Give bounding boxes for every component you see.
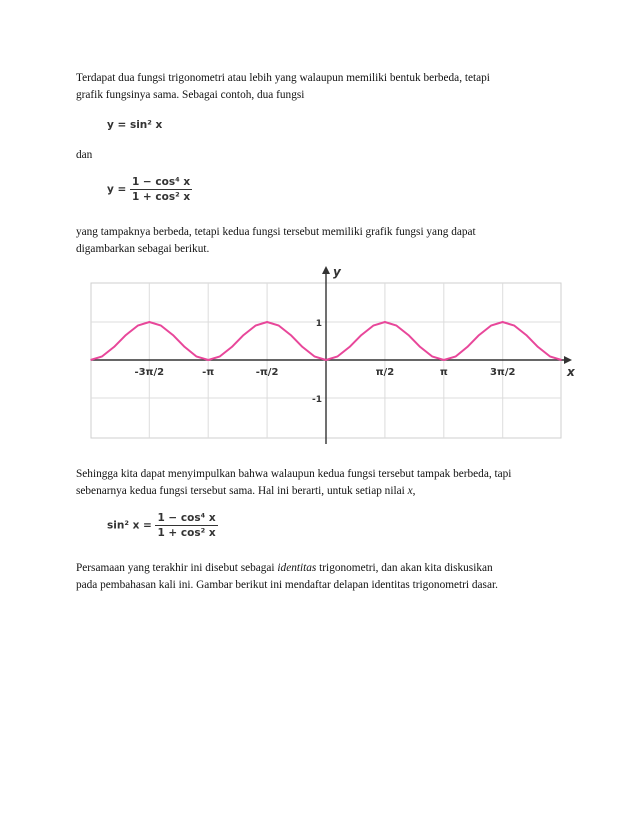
fraction-denominator: 1 + cos² x xyxy=(157,527,216,539)
x-tick-label: π xyxy=(439,367,448,378)
equation-y-sin2x xyxy=(107,119,162,131)
fraction xyxy=(155,512,217,539)
intro-line-2: grafik fungsinya sama. Sebagai contoh, dua fungsi xyxy=(76,89,305,101)
equation-lhs: sin² x = xyxy=(107,519,152,532)
final-line-1-pre: Persamaan yang terakhir ini disebut sebagai xyxy=(76,562,278,574)
y-tick-label: -1 xyxy=(312,395,322,405)
concl-line-1: Sehingga kita dapat menyimpulkan bahwa walaupun kedua fungsi tersebut tampak berbeda, tapi xyxy=(76,468,512,480)
y-axis-label: y xyxy=(333,265,341,279)
x-axis-label: x xyxy=(567,365,575,379)
sin-squared-graph xyxy=(83,264,575,449)
x-tick-label: -π xyxy=(202,367,215,378)
x-tick-label: -3π/2 xyxy=(134,367,165,378)
concl-line-2-pre: sebenarnya kedua fungsi tersebut sama. Hal ini berarti, untuk setiap nilai xyxy=(76,485,408,497)
fraction-numerator: 1 − cos⁴ x xyxy=(131,176,191,188)
intro-line-1: Terdapat dua fungsi trigonometri atau lebih yang walaupun memiliki bentuk berbeda, tetapi xyxy=(76,72,490,84)
equation-y-fraction xyxy=(107,176,192,203)
final-paragraph xyxy=(76,560,566,594)
fraction-numerator: 1 − cos⁴ x xyxy=(157,512,216,524)
x-tick-label: -π/2 xyxy=(255,367,279,378)
x-axis-arrow xyxy=(564,356,572,364)
identity-equation xyxy=(107,512,218,539)
fraction xyxy=(130,176,192,203)
equation-text: y = sin² x xyxy=(107,119,163,131)
concl-line-2-post: , xyxy=(412,485,416,497)
x-tick-label: π/2 xyxy=(375,367,395,378)
y-tick-label: 1 xyxy=(315,319,322,329)
y-axis-arrow xyxy=(322,266,330,274)
final-line-2: pada pembahasan kali ini. Gambar berikut ini mendaftar delapan identitas trigonometri dasar. xyxy=(76,579,498,591)
mid-line-1: yang tampaknya berbeda, tetapi kedua fungsi tersebut memiliki grafik fungsi yang dapat xyxy=(76,226,476,238)
final-line-1-post: trigonometri, dan akan kita diskusikan xyxy=(316,562,493,574)
middle-paragraph xyxy=(76,224,566,258)
mid-line-2: digambarkan sebagai berikut. xyxy=(76,243,210,255)
dan-label: dan xyxy=(76,149,93,161)
x-tick-label: 3π/2 xyxy=(489,367,516,378)
equation-lhs: y = xyxy=(107,183,127,196)
dan-text xyxy=(76,147,566,164)
intro-paragraph xyxy=(76,70,566,104)
conclusion-paragraph xyxy=(76,466,566,500)
fraction-denominator: 1 + cos² x xyxy=(131,191,191,203)
variable-x: x xyxy=(407,485,413,497)
identitas-emphasis: identitas xyxy=(277,562,317,574)
